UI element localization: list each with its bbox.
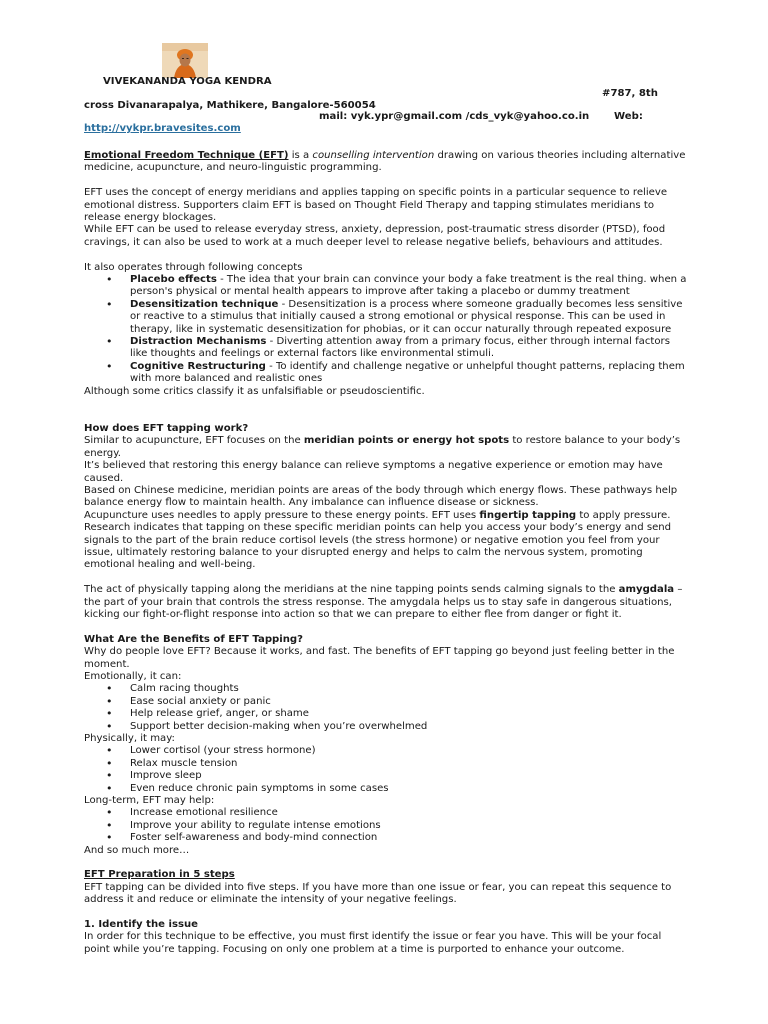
founder-photo [162, 43, 208, 78]
intro-paragraph-2: EFT uses the concept of energy meridians and applies tapping on specific points in a particular sequence to relieve emotional distress. Supporters claim EFT is based on Thought Field Therapy and tapping stimulates meridians to release energy blockages. [84, 187, 668, 224]
document-body [84, 150, 688, 956]
eft-term: Emotional Freedom Technique (EFT) [84, 150, 289, 161]
list-item: • Increase emotional resilience [130, 807, 688, 819]
address-line-1: #787, 8th [602, 88, 658, 99]
list-item: • Ease social anxiety or panic [130, 696, 688, 708]
org-name: VIVEKANANDA YOGA KENDRA [103, 76, 272, 87]
list-item: • Improve sleep [130, 770, 688, 782]
intro-paragraph: Emotional Freedom Technique (EFT) is a counselling intervention drawing on various theories including alternative medicine, acupuncture, and neuro-linguistic programming. [84, 150, 686, 174]
list-item: • Even reduce chronic pain symptoms in some cases [130, 783, 688, 795]
list-item: • Calm racing thoughts [130, 683, 688, 695]
counselling-intervention: counselling intervention [312, 150, 435, 161]
list-item: • Support better decision-making when you’re overwhelmed [130, 721, 688, 733]
concepts-list [84, 274, 688, 386]
benefits-more: And so much more… [84, 844, 190, 856]
web-label: Web: [614, 111, 643, 122]
how-paragraph-1: Similar to acupuncture, EFT focuses on the meridian points or energy hot spots to restore balance to your body’s energy. [84, 435, 681, 459]
critics-note: Although some critics classify it as unfalsifiable or pseudoscientific. [84, 385, 425, 397]
list-item: • Lower cortisol (your stress hormone) [130, 745, 688, 757]
list-item: • Placebo effects - The idea that your brain can convince your body a fake treatment is the real thing. when a person's physical or mental health appears to improve after taking a placebo or dummy treatment [130, 274, 688, 299]
benefits-intro: Why do people love EFT? Because it works, and fast. The benefits of EFT tapping go beyond just feeling better in the moment. [84, 646, 675, 670]
longterm-list [84, 807, 688, 844]
step1-text: In order for this technique to be effective, you must first identify the issue or fear you have. This will be your focal point while you’re tapping. Focusing on only one problem at a time is purported to enhance your outcome. [84, 931, 662, 955]
intro-paragraph-3: While EFT can be used to release everyday stress, anxiety, depression, post-traumatic stress disorder (PTSD), food cravings, it can also be used to work at a much deeper level to release negative beliefs, behaviours and attitudes. [84, 224, 666, 248]
step1-heading: 1. Identify the issue [84, 919, 199, 931]
how-paragraph-3: Based on Chinese medicine, meridian points are areas of the body through which energy flows. These pathways help balance energy flow to maintain health. Any imbalance can influence disease or sickness. [84, 484, 678, 509]
how-heading: How does EFT tapping work? [84, 422, 249, 434]
prep-intro: EFT tapping can be divided into five steps. If you have more than one issue or fear, you can repeat this sequence to address it and reduce or eliminate the intensity of your negative feelings. [84, 881, 672, 906]
how-paragraph-2: It’s believed that restoring this energy balance can relieve symptoms a negative experience or emotion may have caused. [84, 460, 663, 484]
list-item: • Foster self-awareness and body-mind connection [130, 832, 688, 844]
list-item: • Cognitive Restructuring - To identify and challenge negative or unhelpful thought patterns, replacing them with more balanced and realistic ones [130, 361, 688, 386]
how-paragraph-6: The act of physically tapping along the meridians at the nine tapping points sends calming signals to the amygdala – the part of your brain that controls the stress response. The amygdala helps us to stay safe in dangerous situations, kicking our fight-or-flight response into action so that we can prepare to either flee from danger or fight it. [84, 584, 683, 620]
physical-lead: Physically, it may: [84, 733, 175, 744]
how-paragraph-4: Acupuncture uses needles to apply pressure to these energy points. EFT uses fingertip tapping to apply pressure. [84, 509, 671, 521]
longterm-lead: Long-term, EFT may help: [84, 795, 215, 807]
list-item: • Relax muscle tension [130, 758, 688, 770]
emotional-lead: Emotionally, it can: [84, 670, 182, 682]
list-item: • Distraction Mechanisms - Diverting attention away from a primary focus, either through internal factors like thoughts and feelings or external factors like environmental stimuli. [130, 336, 688, 361]
list-item: • Help release grief, anger, or shame [130, 708, 688, 720]
how-paragraph-5: Research indicates that tapping on these specific meridian points can help you access your body’s energy and send signals to the part of the brain reduce cortisol levels (the stress hormone) or negative emotion you feel from your issue, ultimately restoring balance to your disrupted energy and helps to calm the nervous system, promoting emotional healing and well-being. [84, 522, 672, 571]
benefits-heading: What Are the Benefits of EFT Tapping? [84, 633, 303, 645]
list-item: • Improve your ability to regulate intense emotions [130, 820, 688, 832]
address-line-2: cross Divanarapalya, Mathikere, Bangalore-560054 [84, 100, 376, 111]
emotional-list [84, 683, 688, 733]
list-item: • Desensitization technique - Desensitization is a process where someone gradually becomes less sensitive or reactive to a stimulus that initially caused a strong emotional or physical response. This can be used in therapy, like in systematic desensitization for phobias, or it can occur naturally through repeated exposure [130, 299, 688, 336]
contact-mail: mail: vyk.ypr@gmail.com /cds_vyk@yahoo.co.in [319, 111, 590, 122]
portrait-image [162, 43, 208, 78]
prep-heading: EFT Preparation in 5 steps [84, 869, 235, 881]
concepts-lead: It also operates through following concepts [84, 261, 303, 273]
physical-list [84, 745, 688, 795]
website-link[interactable]: http://vykpr.bravesites.com [84, 123, 241, 134]
